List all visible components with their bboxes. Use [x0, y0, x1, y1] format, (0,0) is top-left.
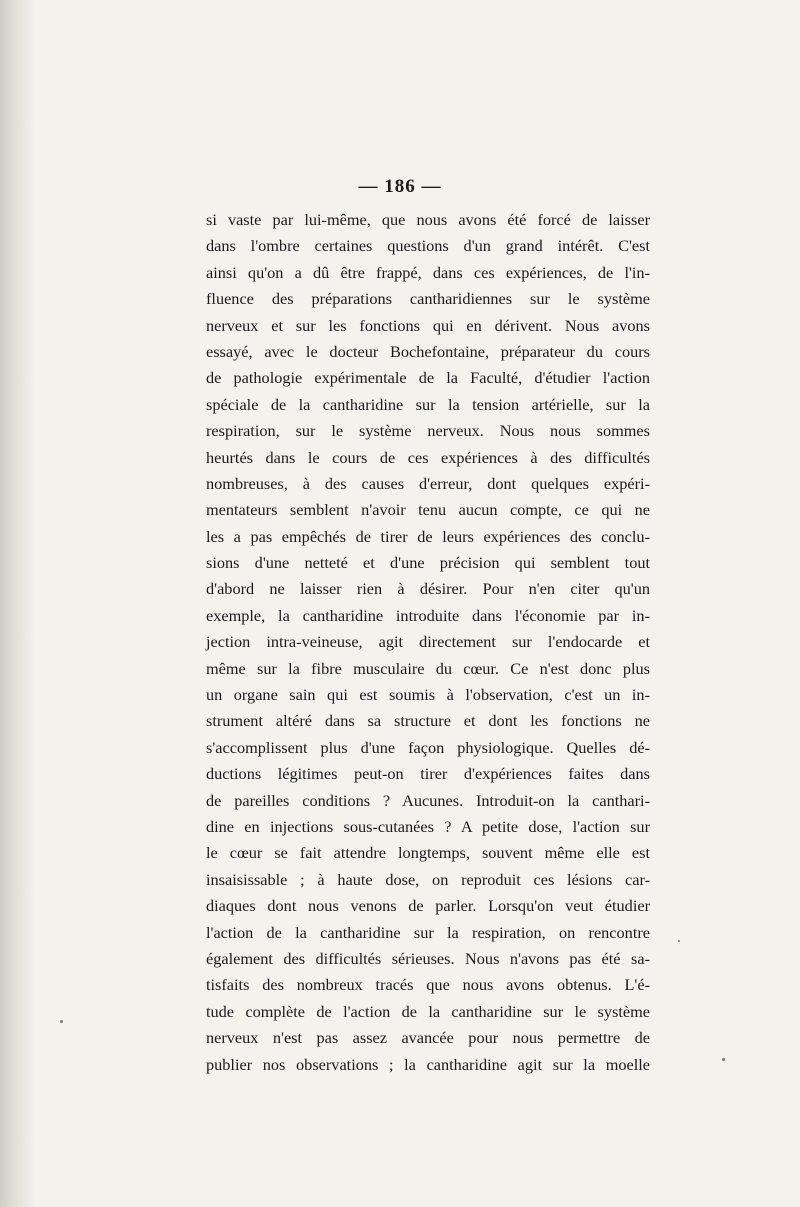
text-line: exemple, la cantharidine introduite dans l'économie par in- — [206, 605, 650, 625]
text-line: dans l'ombre certaines questions d'un grand intérêt. C'est — [206, 236, 650, 256]
text-line: insaisissable ; à haute dose, on reproduit ces lésions car- — [206, 869, 650, 889]
text-line: diaques dont nous venons de parler. Lorsqu'on veut étudier — [206, 896, 650, 916]
text-line: de pareilles conditions ? Aucunes. Introduit-on la canthari- — [206, 790, 650, 810]
text-line: ainsi qu'on a dû être frappé, dans ces expériences, de l'in- — [206, 262, 650, 282]
text-line: ductions légitimes peut-on tirer d'expériences faites dans — [206, 764, 650, 784]
text-line: jection intra-veineuse, agit directement sur l'endocarde et — [206, 632, 650, 652]
text-line: nombreuses, à des causes d'erreur, dont quelques expéri- — [206, 473, 650, 493]
text-line: essayé, avec le docteur Bochefontaine, préparateur du cours — [206, 341, 650, 361]
page-number: — 186 — — [358, 176, 442, 197]
text-line: mentateurs semblent n'avoir tenu aucun compte, ce qui ne — [206, 500, 650, 520]
text-line: les a pas empêchés de tirer de leurs expériences des conclu- — [206, 526, 650, 546]
text-line: également des difficultés sérieuses. Nous n'avons pas été sa- — [206, 948, 650, 968]
text-line: d'abord ne laisser rien à désirer. Pour n'en citer qu'un — [206, 579, 650, 599]
text-line: tude complète de l'action de la cantharidine sur le système — [206, 1001, 650, 1021]
text-line: dine en injections sous-cutanées ? A petite dose, l'action sur — [206, 816, 650, 836]
text-line: nerveux et sur les fonctions qui en dérivent. Nous avons — [206, 315, 650, 335]
text-line: spéciale de la cantharidine sur la tension artérielle, sur la — [206, 394, 650, 414]
text-line: tisfaits des nombreux tracés que nous avons obtenus. L'é- — [206, 975, 650, 995]
text-line: publier nos observations ; la cantharidine agit sur la moelle — [206, 1054, 650, 1074]
text-line: strument altéré dans sa structure et dont les fonctions ne — [206, 711, 650, 731]
body-text — [206, 207, 650, 1078]
text-line: heurtés dans le cours de ces expériences à des difficultés — [206, 447, 650, 467]
text-line: s'accomplissent plus d'une façon physiologique. Quelles dé- — [206, 737, 650, 757]
text-line: si vaste par lui-même, que nous avons été forcé de laisser — [206, 210, 650, 229]
text-line: fluence des préparations cantharidiennes sur le système — [206, 289, 650, 309]
paper-speck — [722, 1058, 725, 1061]
paper-speck — [678, 940, 680, 942]
text-line: nerveux n'est pas assez avancée pour nous permettre de — [206, 1028, 650, 1048]
text-line: respiration, sur le système nerveux. Nous nous sommes — [206, 421, 650, 441]
text-line: le cœur se fait attendre longtemps, souvent même elle est — [206, 843, 650, 863]
text-line: même sur la fibre musculaire du cœur. Ce n'est donc plus — [206, 658, 650, 678]
text-line: l'action de la cantharidine sur la respiration, on rencontre — [206, 922, 650, 942]
text-line: un organe sain qui est soumis à l'observation, c'est un in- — [206, 685, 650, 705]
paper-speck — [60, 1020, 63, 1023]
text-line: de pathologie expérimentale de la Faculté, d'étudier l'action — [206, 368, 650, 388]
text-line: sions d'une netteté et d'une précision qui semblent tout — [206, 553, 650, 573]
